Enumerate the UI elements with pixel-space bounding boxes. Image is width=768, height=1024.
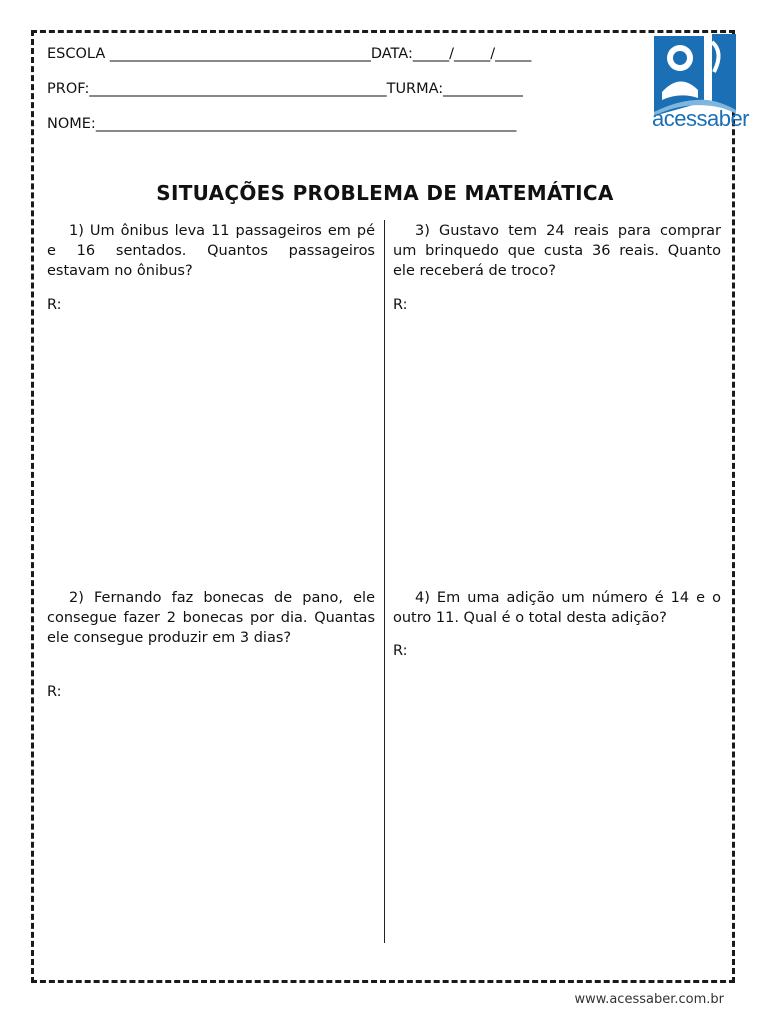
question-3: 3) Gustavo tem 24 reais para comprar um brinquedo que custa 36 reais. Quanto ele receberá de troco? — [393, 223, 721, 279]
worksheet-title: SITUAÇÕES PROBLEMA DE MATEMÁTICA — [156, 181, 614, 205]
dashed-page-border — [31, 30, 735, 983]
acessaber-logo-text: acessaber — [652, 106, 750, 131]
escola-data-line: ESCOLA ____________________________________DATA:_____/_____/_____ — [47, 46, 532, 62]
answer-label-1: R: — [47, 297, 62, 313]
column-divider — [384, 220, 385, 943]
nome-line: NOME:__________________________________________________________ — [47, 116, 517, 132]
answer-label-4: R: — [393, 643, 408, 659]
footer-website: www.acessaber.com.br — [574, 992, 724, 1007]
question-4: 4) Em uma adição um número é 14 e o outro 11. Qual é o total desta adição? — [393, 590, 721, 626]
question-2: 2) Fernando faz bonecas de pano, ele consegue fazer 2 bonecas por dia. Quantas ele consegue produzir em 3 dias? — [47, 590, 375, 646]
question-1: 1) Um ônibus leva 11 passageiros em pé e 16 sentados. Quantos passageiros estavam no ônibus? — [47, 223, 375, 279]
answer-label-2: R: — [47, 684, 62, 700]
answer-label-3: R: — [393, 297, 408, 313]
prof-turma-line: PROF:_________________________________________TURMA:___________ — [47, 81, 523, 97]
